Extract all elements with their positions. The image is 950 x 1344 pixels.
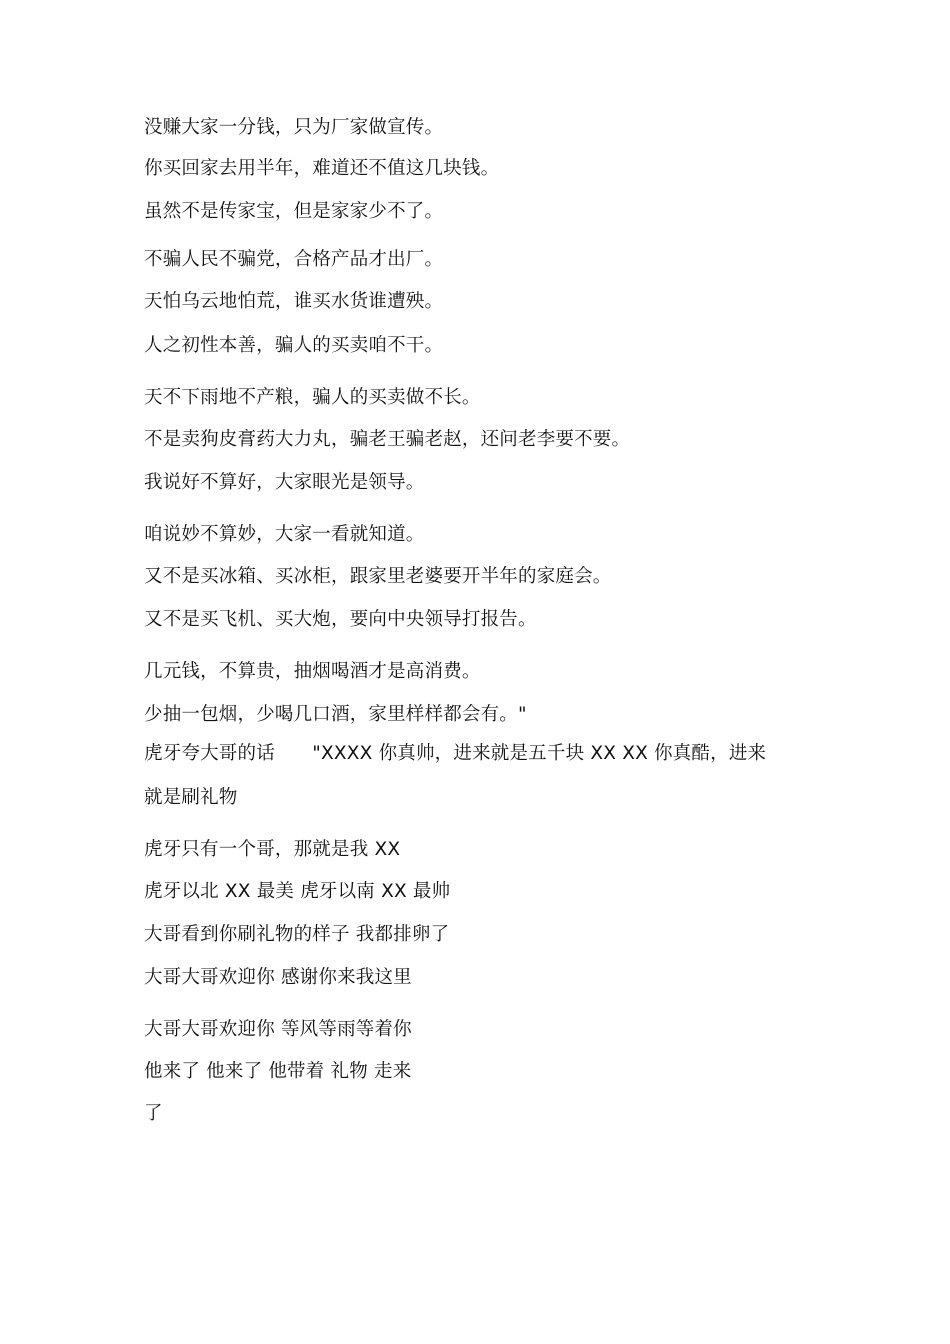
text-line: 几元钱，不算贵，抽烟喝酒才是高消费。 (144, 661, 481, 682)
text-line: 你买回家去用半年，难道还不值这几块钱。 (144, 158, 500, 179)
text-line: 少抽一包烟，少喝几口酒，家里样样都会有。" (144, 704, 527, 725)
text-line: 又不是买冰箱、买冰柜，跟家里老婆要开半年的家庭会。 (144, 566, 612, 587)
text-line: 虽然不是传家宝，但是家家少不了。 (144, 201, 444, 222)
text-line: 大哥看到你刷礼物的样子 我都排卵了 (144, 924, 450, 945)
text-line: 了 (144, 1103, 163, 1124)
text-line: 虎牙以北 XX 最美 虎牙以南 XX 最帅 (144, 881, 451, 902)
text-line: 天怕乌云地怕荒，谁买水货谁遭殃。 (144, 291, 444, 312)
text-line: 虎牙只有一个哥，那就是我 XX (144, 839, 401, 860)
text-line: 就是刷礼物 (144, 787, 238, 808)
text-line: 又不是买飞机、买大炮，要向中央领导打报告。 (144, 609, 537, 630)
text-line: 他来了 他来了 他带着 礼物 走来 (144, 1061, 412, 1082)
text-line: 咱说妙不算妙，大家一看就知道。 (144, 524, 425, 545)
text-line: 大哥大哥欢迎你 感谢你来我这里 (144, 967, 412, 988)
text-line: 我说好不算好，大家眼光是领导。 (144, 472, 425, 493)
text-line: 不骗人民不骗党，合格产品才出厂。 (144, 249, 444, 270)
text-line: 大哥大哥欢迎你 等风等雨等着你 (144, 1019, 412, 1040)
text-line: 没赚大家一分钱，只为厂家做宣传。 (144, 117, 444, 138)
text-line: 不是卖狗皮膏药大力丸，骗老王骗老赵，还问老李要不要。 (144, 429, 631, 450)
text-line: 天不下雨地不产粮，骗人的买卖做不长。 (144, 387, 481, 408)
text-line: 人之初性本善，骗人的买卖咱不干。 (144, 335, 444, 356)
text-line: 虎牙夸大哥的话 "XXXX 你真帅，进来就是五千块 XX XX 你真酷，进来 (144, 743, 767, 764)
